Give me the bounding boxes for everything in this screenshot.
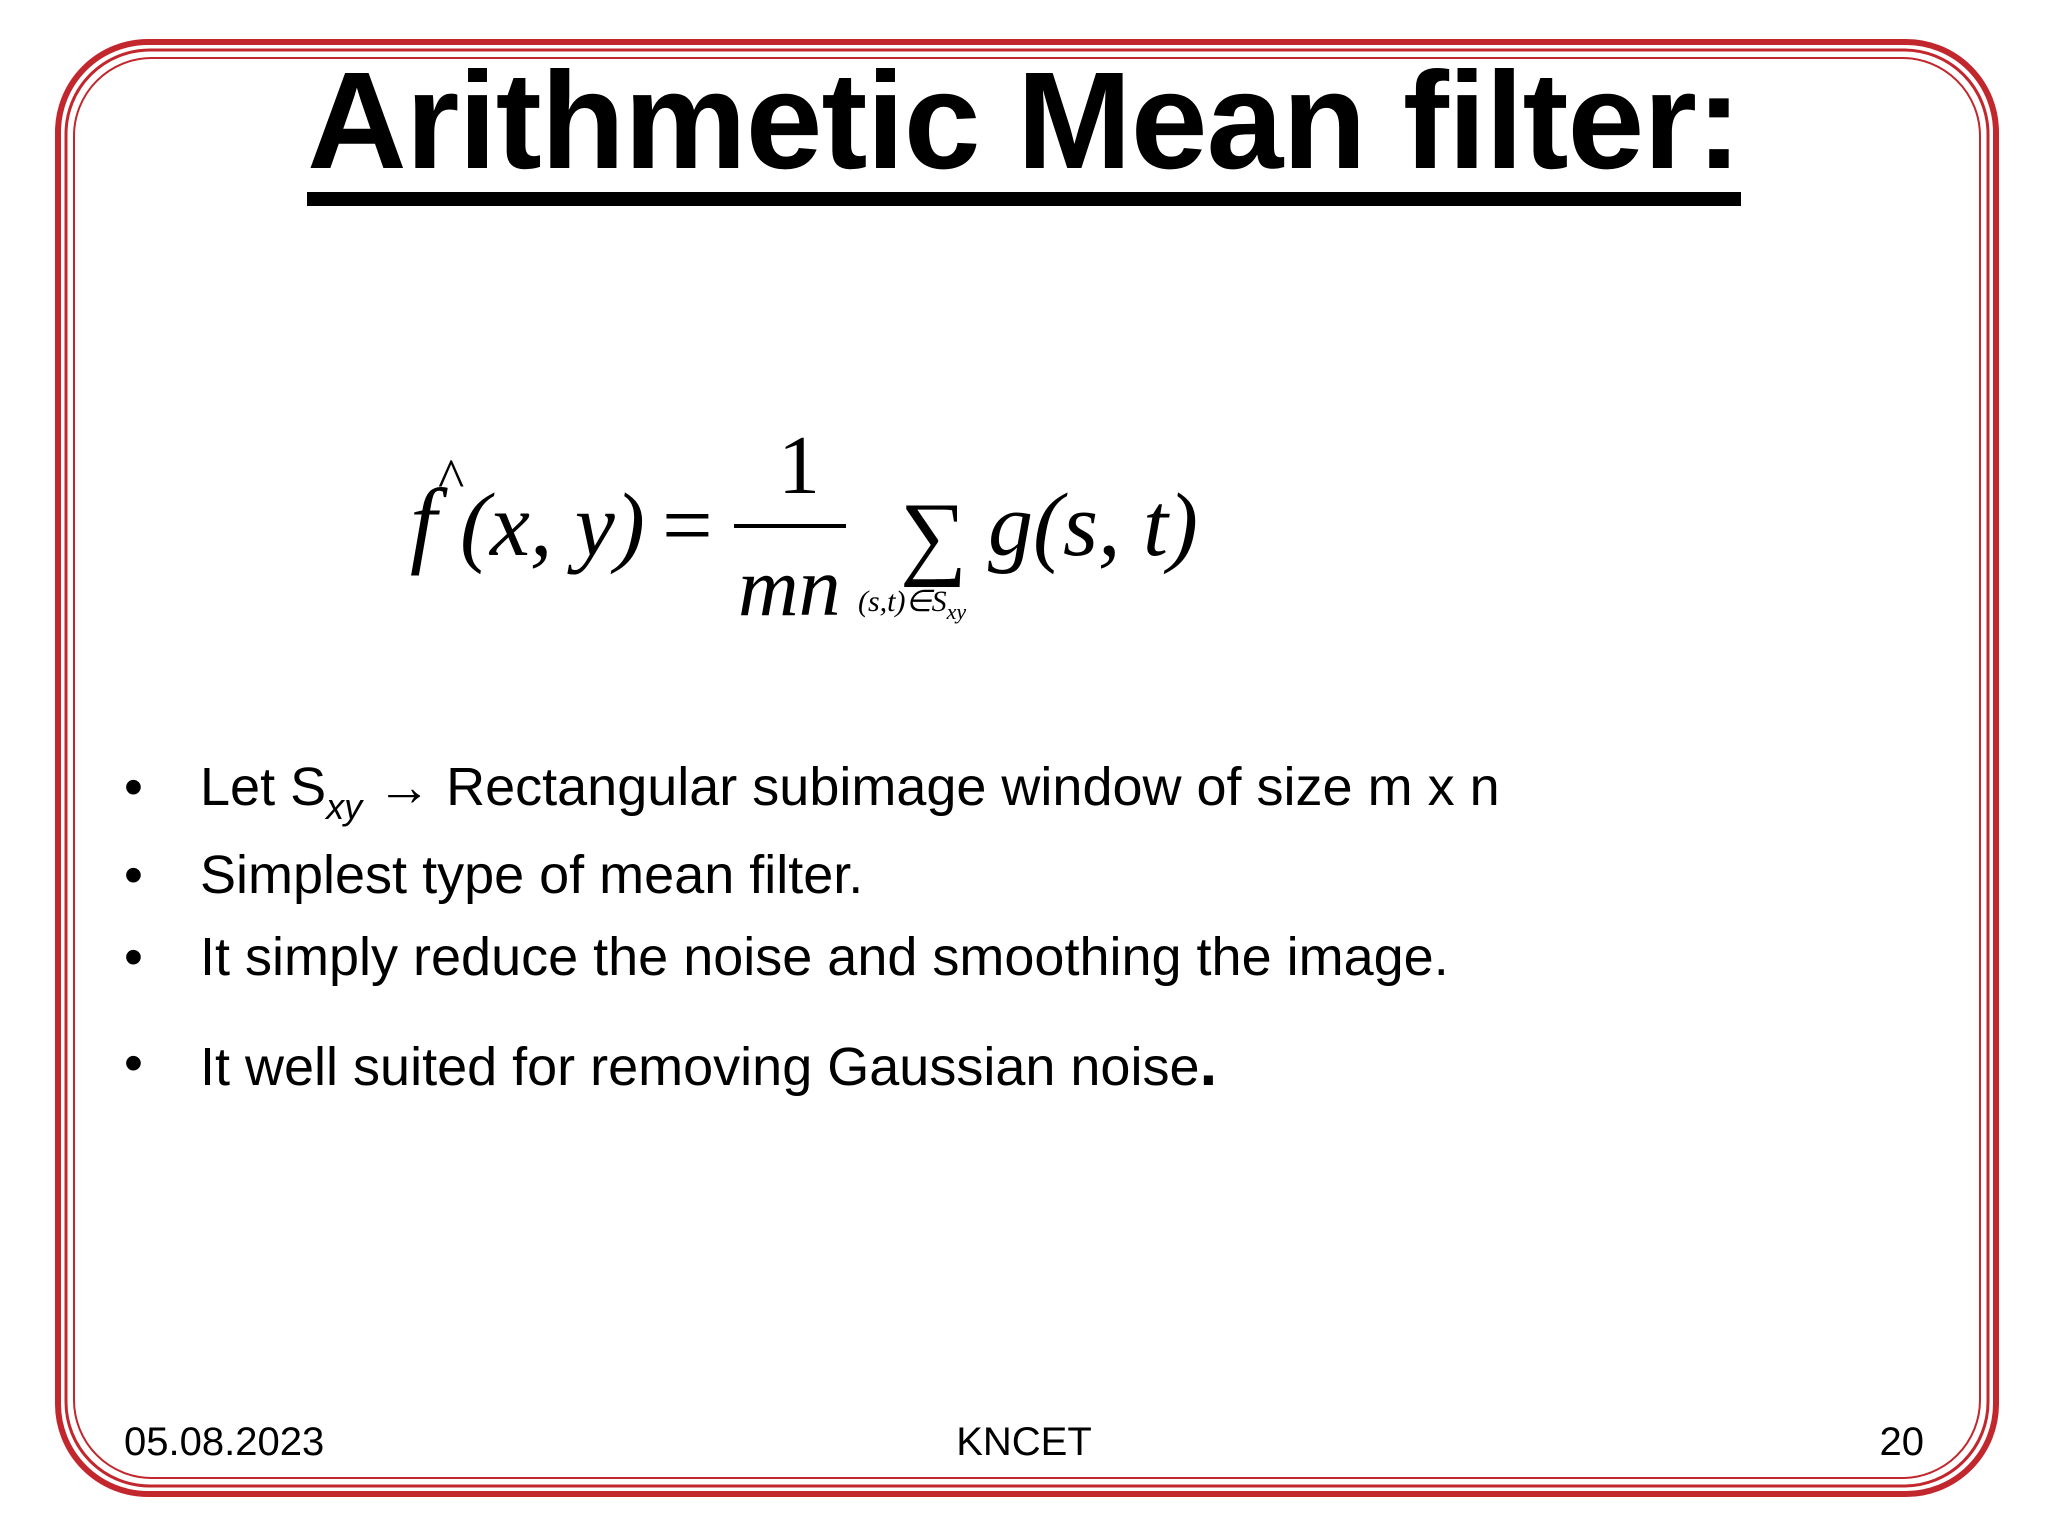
bullet-item (120, 843, 1940, 907)
formula-term: g(s, t) (988, 476, 1198, 575)
bullet-end-period: . (1199, 1027, 1218, 1099)
formula-numerator: 1 (778, 425, 820, 512)
footer-page-number: 20 (1879, 1420, 1924, 1464)
bullet-marker: • (124, 757, 143, 817)
formula-equals: = (662, 476, 713, 575)
footer-center-label: KNCET (956, 1420, 1092, 1464)
formula-denominator: mn (738, 541, 841, 634)
slide-title (0, 44, 2048, 206)
slide-title-text: Arithmetic Mean filter: (307, 52, 1741, 206)
bullet-marker: • (124, 845, 143, 905)
arrow-icon: → (377, 757, 432, 817)
bullet-marker: • (124, 1033, 143, 1093)
bullet-marker: • (124, 927, 143, 987)
bullet-text: Rectangular subimage window of size m x n (431, 757, 1500, 817)
formula-sum-index-sub: xy (946, 599, 967, 624)
bullet-text: Simplest type of mean filter. (200, 845, 864, 905)
arithmetic-mean-formula (400, 425, 1240, 655)
bullet-text: It well suited for removing Gaussian noise (200, 1037, 1200, 1097)
bullet-list (120, 755, 1940, 1117)
formula-f: f (410, 469, 437, 576)
bullet-item (120, 925, 1940, 989)
footer-date: 05.08.2023 (124, 1420, 325, 1464)
bullet-item (120, 755, 1940, 825)
formula-hat: ^ (438, 448, 465, 510)
formula-sum-index (858, 585, 966, 624)
bullet-subscript: xy (326, 786, 363, 827)
formula-sum-index-main: (s,t)∈S (858, 585, 947, 618)
bullet-text: It simply reduce the noise and smoothing the image. (200, 927, 1449, 987)
formula-sigma: ∑ (900, 484, 968, 588)
formula-lhs-args: (x, y) (460, 476, 645, 575)
bullet-prefix: Let S (200, 757, 327, 817)
bullet-item (120, 1027, 1940, 1099)
